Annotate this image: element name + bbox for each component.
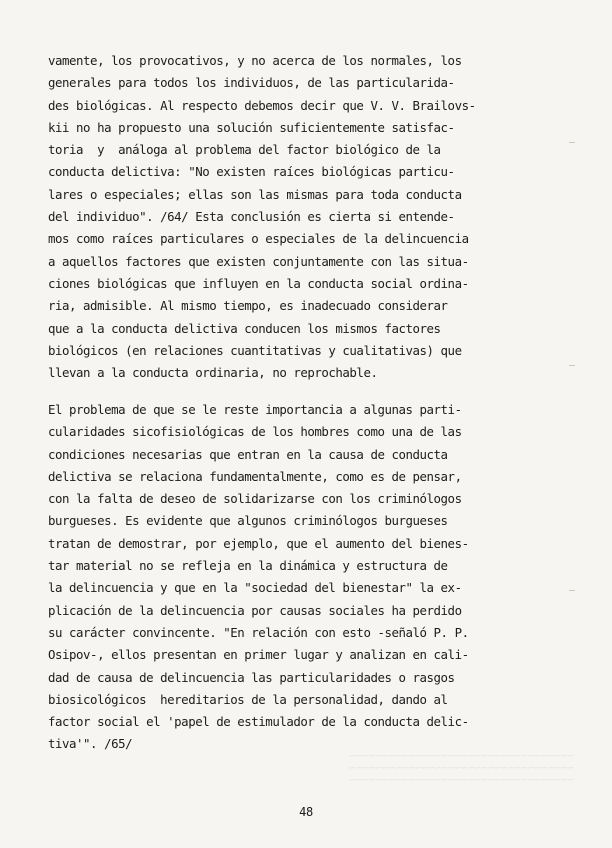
paragraph-2 <box>48 399 573 756</box>
text-line: biosicológicos hereditarios de la personalidad, dando al <box>48 691 448 707</box>
text-line: ciones biológicas que influyen en la conducta social ordina- <box>48 275 469 291</box>
text-line: su carácter convincente. "En relación con esto -señaló P. P. <box>48 624 469 640</box>
text-line: lares o especiales; ellas son las mismas para toda conducta <box>48 186 462 202</box>
text-line: ria, admisible. Al mismo tiempo, es inadecuado considerar <box>48 298 448 314</box>
bleed-through-texture: ~~~~~~~~~~~~~~~~~~~~~~~~~~~~~~~~~~ ~~~~~~~~~~~~~~~~~~~~~~~~~~~~~~~~~~ ~~~~~~~~~~~~~~~~~~~~~~~~~~~~~~~~~~ <box>348 749 574 786</box>
text-line: con la falta de deseo de solidarizarse con los criminólogos <box>48 491 462 507</box>
margin-mark <box>569 142 575 143</box>
margin-mark <box>569 365 575 366</box>
text-line: tiva'". /65/ <box>48 736 133 752</box>
paragraph-1 <box>48 50 573 384</box>
text-line: des biológicas. Al respecto debemos decir que V. V. Brailovs- <box>48 97 476 113</box>
text-line: Osipov-, ellos presentan en primer lugar y analizan en cali- <box>48 647 469 663</box>
text-line: condiciones necesarias que entran en la causa de conducta <box>48 446 448 462</box>
text-line: El problema de que se le reste importancia a algunas parti- <box>48 402 462 417</box>
text-line: que a la conducta delictiva conducen los mismos factores <box>48 320 441 336</box>
text-line: kii no ha propuesto una solución suficientemente satisfac- <box>48 119 455 135</box>
text-line: generales para todos los individuos, de las particularida- <box>48 75 455 91</box>
text-line: mos como raíces particulares o especiales de la delincuencia <box>48 231 469 247</box>
page-number: 48 <box>299 805 313 819</box>
text-line: toria y análoga al problema del factor biológico de la <box>48 142 441 158</box>
text-line: vamente, los provocativos, y no acerca de los normales, los <box>48 53 462 68</box>
text-line: factor social el 'papel de estimulador de la conducta delic- <box>48 714 469 730</box>
text-line: llevan a la conducta ordinaria, no reprochable. <box>48 365 378 381</box>
text-line: a aquellos factores que existen conjuntamente con las situa- <box>48 253 469 269</box>
text-line: burgueses. Es evidente que algunos criminólogos burgueses <box>48 513 448 529</box>
text-line: delictiva se relaciona fundamentalmente, como es de pensar, <box>48 468 462 484</box>
margin-mark <box>569 590 575 591</box>
text-line: biológicos (en relaciones cuantitativas y cualitativas) que <box>48 342 462 358</box>
text-line: plicación de la delincuencia por causas sociales ha perdido <box>48 602 462 618</box>
text-line: dad de causa de delincuencia las particularidades o rasgos <box>48 669 455 685</box>
text-line: cularidades sicofisiológicas de los hombres como una de las <box>48 424 462 440</box>
text-line: del individuo". /64/ Esta conclusión es cierta si entende- <box>48 209 455 225</box>
text-line: la delincuencia y que en la "sociedad del bienestar" la ex- <box>48 580 462 596</box>
text-line: tratan de demostrar, por ejemplo, que el aumento del bienes- <box>48 535 469 551</box>
text-line: conducta delictiva: "No existen raíces biológicas particu- <box>48 164 455 180</box>
text-line: tar material no se refleja en la dinámica y estructura de <box>48 558 448 574</box>
